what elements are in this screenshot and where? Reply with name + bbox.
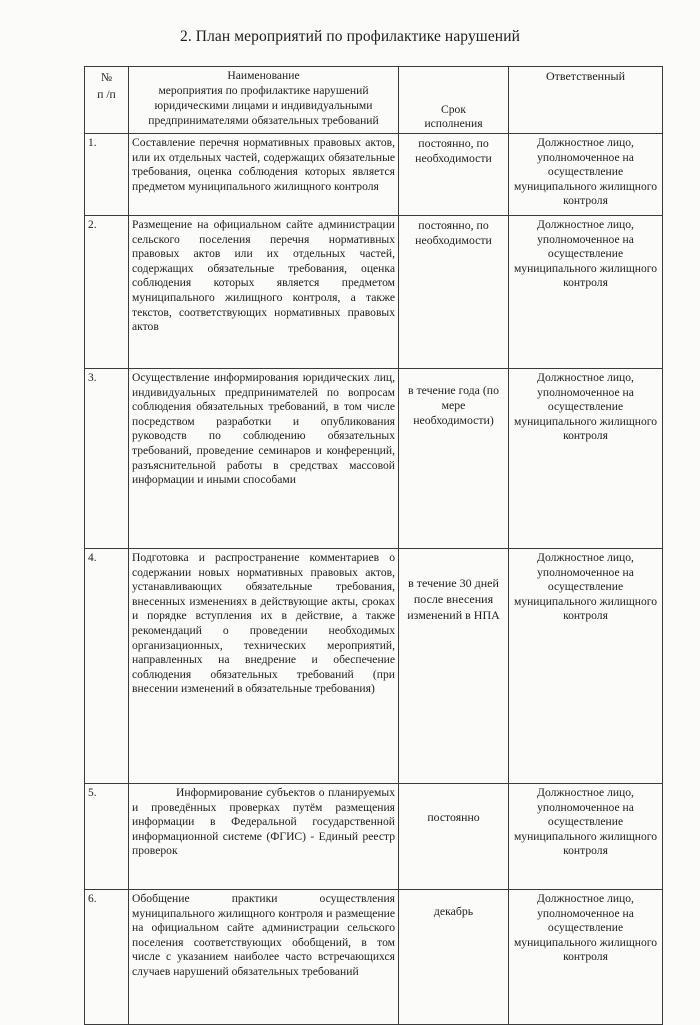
row-activity-name: Составление перечня нормативных правовых актов, или их отдельных частей, содержащих обязательные требования, оценка соблюдения которых является предметом муниципального жилищного контроля: [129, 134, 399, 216]
header-name-text: Наименование мероприятия по профилактике нарушений юридическими лицами и индивидуальными предпринимателями обязательных требований: [148, 69, 379, 127]
row-activity-name: Размещение на официальном сайте администрации сельского поселения перечня нормативных правовых актов или их отдельных частей, содержащих обязательные требования, оценка соблюдения которых является предметом муниципального жилищного контроля, а также текстов, соответствующих нормативных правовых актов: [129, 216, 399, 369]
header-number-text: № п /п: [97, 71, 116, 101]
row-term: постоянно: [399, 784, 509, 890]
row-responsible: Должностное лицо, уполномоченное на осуществление муниципального жилищного контроля: [509, 216, 663, 369]
row-number: 3.: [85, 369, 129, 549]
row-number: 4.: [85, 549, 129, 784]
table-row: [85, 134, 663, 216]
row-responsible: Должностное лицо, уполномоченное на осуществление муниципального жилищного контроля: [509, 369, 663, 549]
row-number: 5.: [85, 784, 129, 890]
row-term: постоянно, по необходимости: [399, 216, 509, 369]
row-number: 2.: [85, 216, 129, 369]
prevention-plan-table: [84, 66, 663, 1025]
row-term: постоянно, по необходимости: [399, 134, 509, 216]
row-responsible: Должностное лицо, уполномоченное на осуществление муниципального жилищного контроля: [509, 784, 663, 890]
row-number: 6.: [85, 890, 129, 1025]
table-row: [85, 369, 663, 549]
row-activity-name-text: Информирование субъектов о планируемых и проведённых проверках путём размещения информации в Федеральной государственной информационной системе (ФГИС) - Единый реестр проверок: [132, 786, 395, 858]
row-term: в течение года (по мере необходимости): [399, 369, 509, 549]
header-term-text: Срок исполнения: [424, 103, 483, 130]
header-number: [85, 67, 129, 134]
row-activity-name: Осуществление информирования юридических лиц, индивидуальных предпринимателей по вопросам соблюдения обязательных требований, в том числе посредством разработки и опубликования руководств по соблюдению обязательных требований, проведение семинаров и конференций, разъяснительной работы в средствах массовой информации и иными способами: [129, 369, 399, 549]
table-row: [85, 549, 663, 784]
row-number: 1.: [85, 134, 129, 216]
header-responsible: [509, 67, 663, 134]
row-responsible: Должностное лицо, уполномоченное на осуществление муниципального жилищного контроля: [509, 134, 663, 216]
row-term: декабрь: [399, 890, 509, 1025]
table-header-row: [85, 67, 663, 134]
row-activity-name: [129, 784, 399, 890]
table-row: [85, 784, 663, 890]
table-row: [85, 890, 663, 1025]
header-term: [399, 67, 509, 134]
row-responsible: Должностное лицо, уполномоченное на осуществление муниципального жилищного контроля: [509, 890, 663, 1025]
row-activity-name: Подготовка и распространение комментариев о содержании новых нормативных правовых актов, устанавливающих обязательные требования, внесенных изменениях в действующие акты, сроках и порядке вступления их в действие, а также рекомендаций о проведении необходимых организационных, технических мероприятий, направленных на внедрение и обеспечение соблюдения обязательных требований (при внесении изменений в обязательные требования): [129, 549, 399, 784]
row-term: в течение 30 дней после внесения изменений в НПА: [399, 549, 509, 784]
document-title: 2. План мероприятий по профилактике нарушений: [179, 28, 520, 45]
table-row: [85, 216, 663, 369]
header-responsible-text: Ответственный: [545, 69, 626, 83]
row-activity-name: Обобщение практики осуществления муниципального жилищного контроля и размещение на официальном сайте администрации сельского поселения соответствующих обобщений, в том числе с указанием наиболее часто встречающихся случаев нарушений обязательных требований: [129, 890, 399, 1025]
header-name: [129, 67, 399, 134]
row-responsible: Должностное лицо, уполномоченное на осуществление муниципального жилищного контроля: [509, 549, 663, 784]
